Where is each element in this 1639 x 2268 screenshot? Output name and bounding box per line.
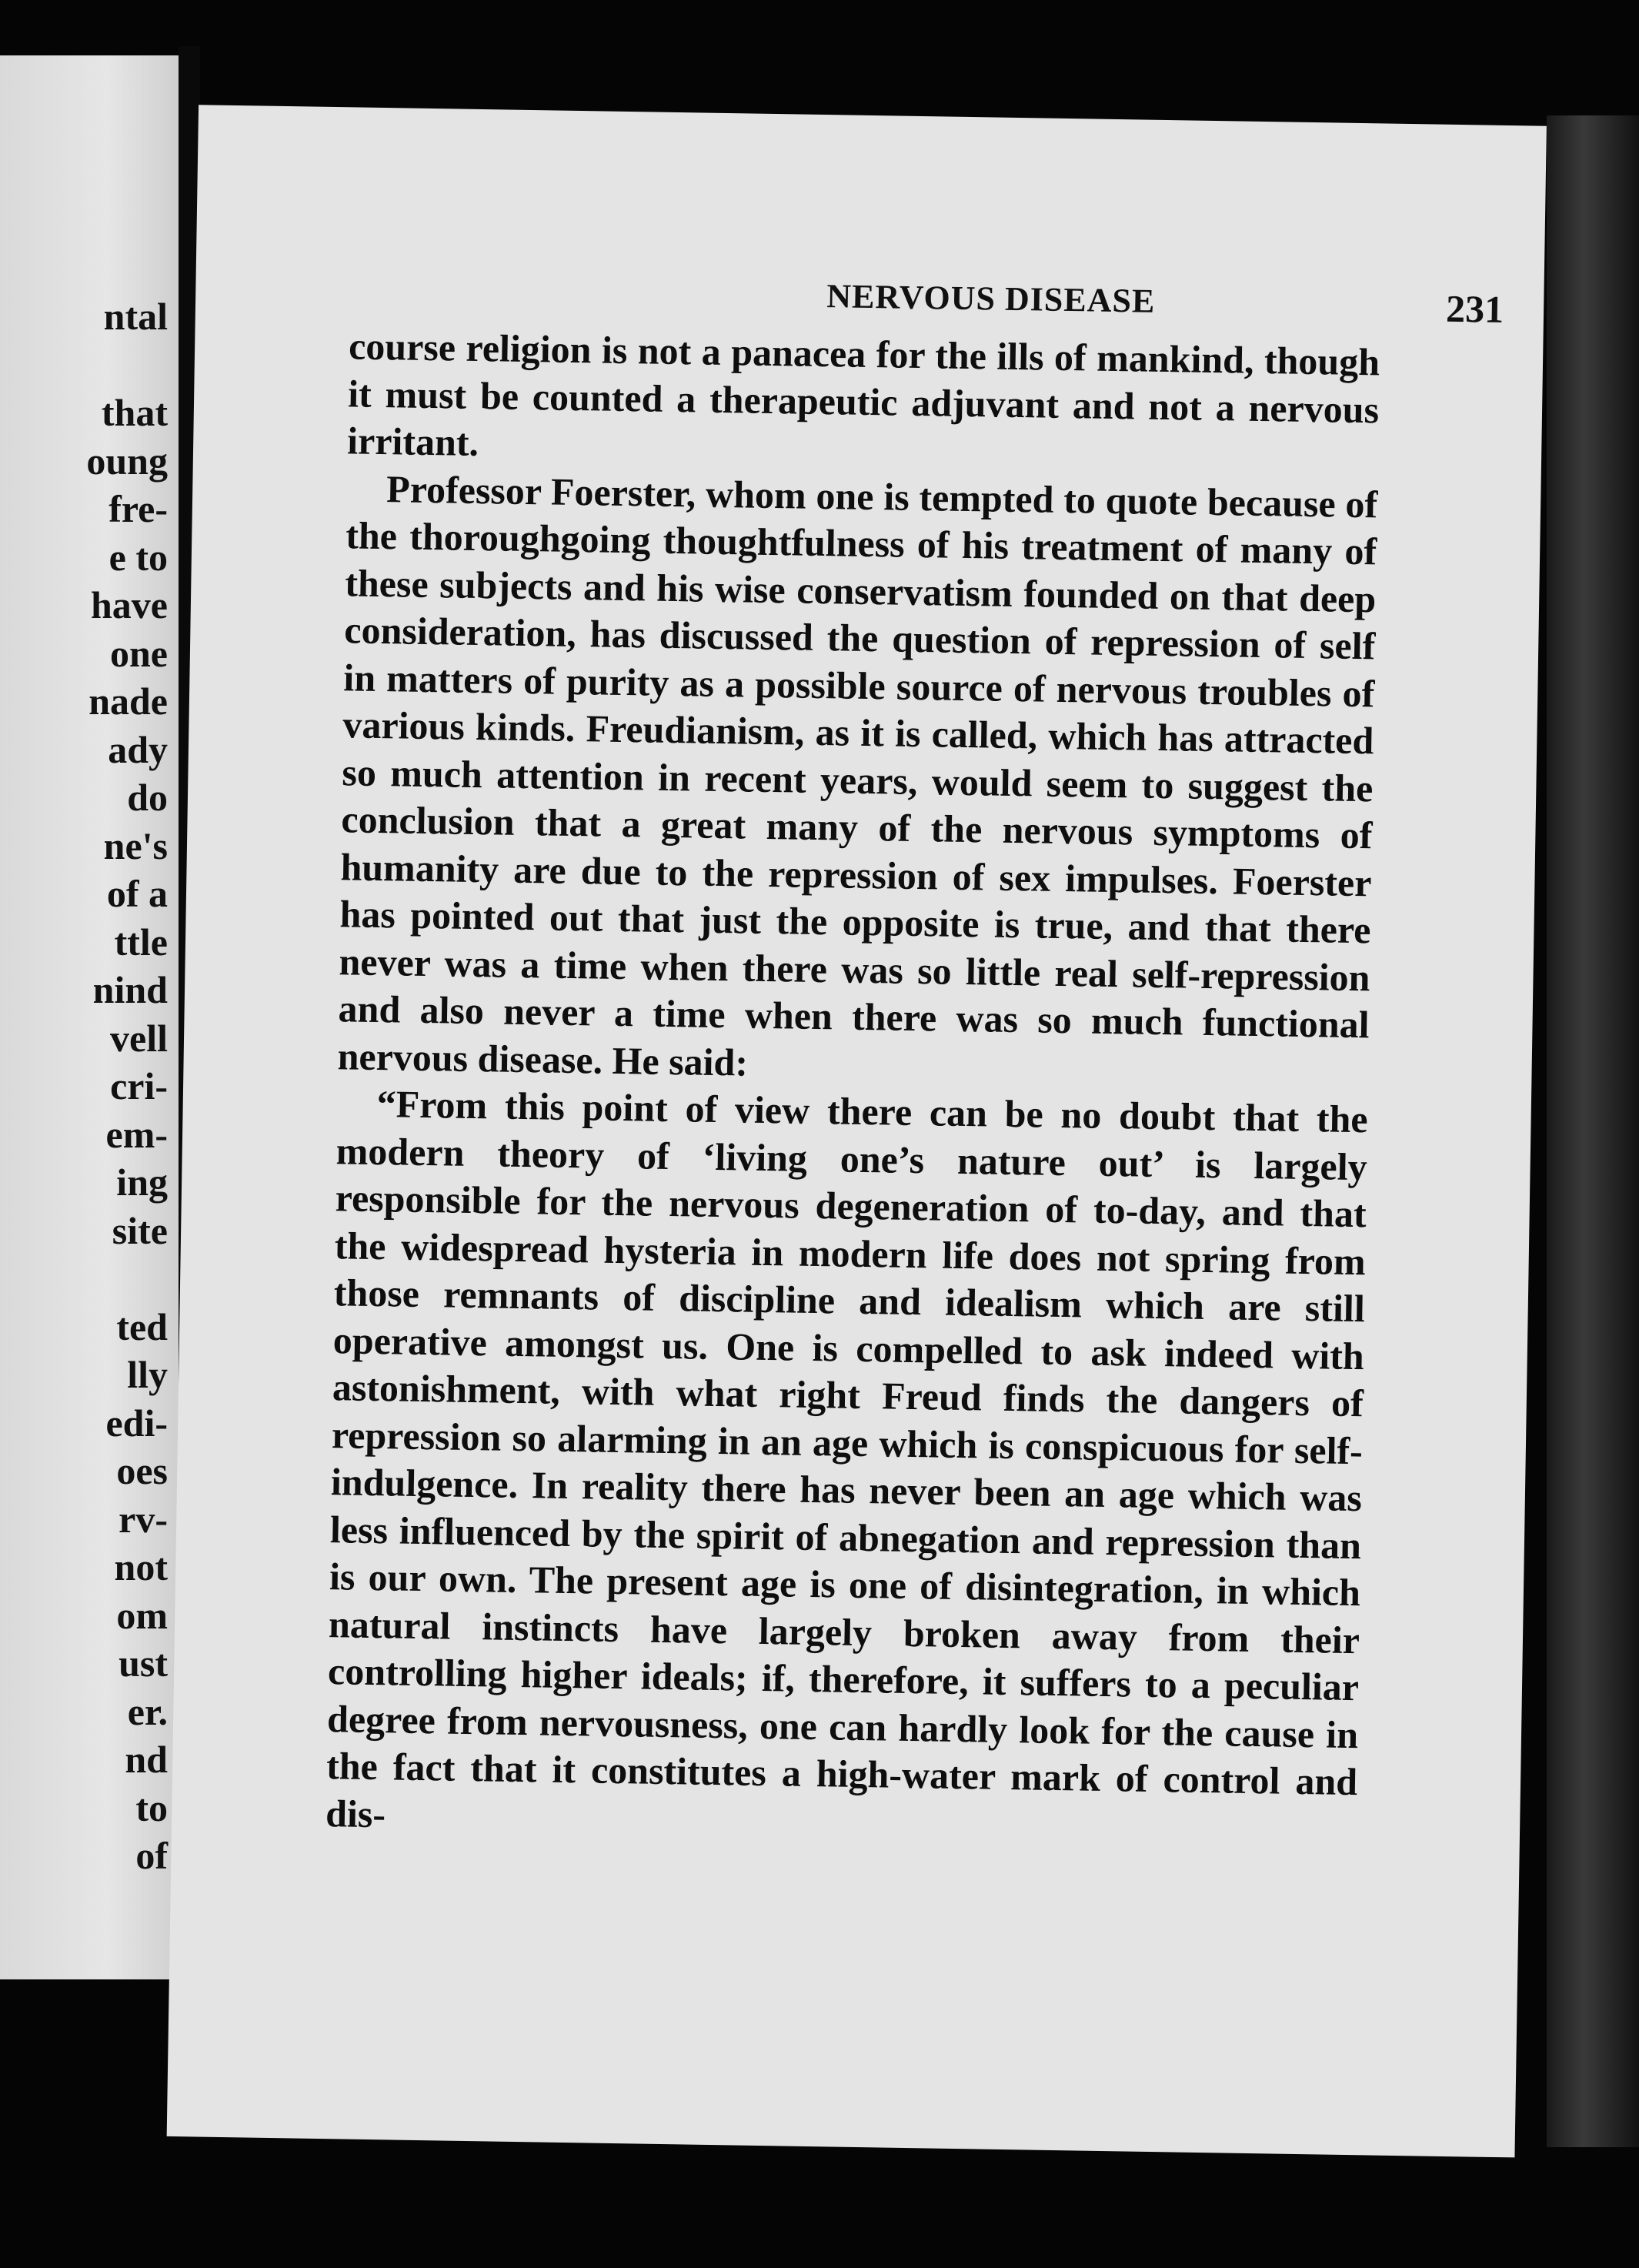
left-page-line: nd [125,1738,168,1781]
page-number: 231 [1445,286,1504,331]
paragraph-1: course religion is not a panacea for the ills of mankind, though it must be counted a therapeutic adjuvant and not a nervous irritant. [346,324,1380,465]
left-page-line: oung [86,439,168,483]
left-page-line: have [91,583,168,626]
left-page-line: rv- [119,1497,168,1541]
left-page-line: ttle [114,920,168,964]
left-page-line: om [116,1593,168,1637]
left-page-line: edi- [105,1401,168,1445]
left-page-line: ne's [103,823,168,867]
left-page-line: e to [108,535,168,579]
left-page-line: site [112,1208,168,1252]
left-page-line: not [114,1545,168,1588]
left-page-line: em- [105,1112,168,1156]
left-page-line: to [135,1785,168,1829]
page-edge-shadow [1547,115,1639,2147]
left-page-line: do [127,776,168,819]
left-page-line: of [135,1834,168,1877]
left-page-line: one [110,631,168,675]
left-page-line: that [101,391,168,434]
left-page-line: nade [88,680,168,723]
left-page-line: ted [116,1304,168,1348]
left-page-line: nind [92,968,168,1011]
left-page-line: cri- [110,1064,168,1107]
left-page-line: ing [116,1161,168,1204]
left-page-line: er. [127,1689,168,1733]
left-page-fragment [0,55,179,1979]
right-page [167,105,1547,2157]
left-page-line: ady [108,727,168,771]
running-head: NERVOUS DISEASE [826,277,1156,320]
left-page-line: ust [119,1642,168,1685]
body-text [325,322,1380,1853]
paragraph-2: Professor Foerster, whom one is tempted to quote because of the thoroughgoing thoughtfulness of his treatment of many of these subjects and his wise conservatism founded on that deep consideration, has discussed the question of repression of self in matters of purity as a possible source of nervous troubles of various kinds. Freudianism, as it is called, which has attracted so much attention in recent years, would seem to suggest the conclusion that a great many of the nervous symptoms of humanity are due to the repression of sex impulses. Foerster has pointed out that just the opposite is true, and that there never was a time when there was so little real self-repression and also never a time when there was so much functional nervous disease. He said: [337,466,1378,1084]
left-page-line: ntal [103,295,168,338]
paragraph-3-quotation: “From this point of view there can be no doubt that the modern theory of ‘living one’s nature out’ is largely responsible for the nervous degeneration of to-day, and that the widespread hysteria in modern life does not spring from those remnants of discipline and idealism which are still operative amongst us. One is compelled to ask indeed with astonishment, with what right Freud finds the dangers of repression so alarming in an age which is conspicuous for self-indulgence. In reality there has never been an age which was less influenced by the spirit of abnegation and repression than is our own. The present age is one of disintegration, in which natural instincts have largely broken away from their controlling higher ideals; if, therefore, it suffers to a peculiar degree from nervousness, one can hardly look for the cause in the fact that it constitutes a high-water mark of control and dis- [325,1082,1369,1835]
left-page-line: fre- [108,487,168,530]
left-page-line: lly [127,1353,168,1396]
left-page-line: oes [116,1449,168,1492]
left-page-line: vell [110,1016,168,1060]
left-page-line: of a [106,872,168,915]
